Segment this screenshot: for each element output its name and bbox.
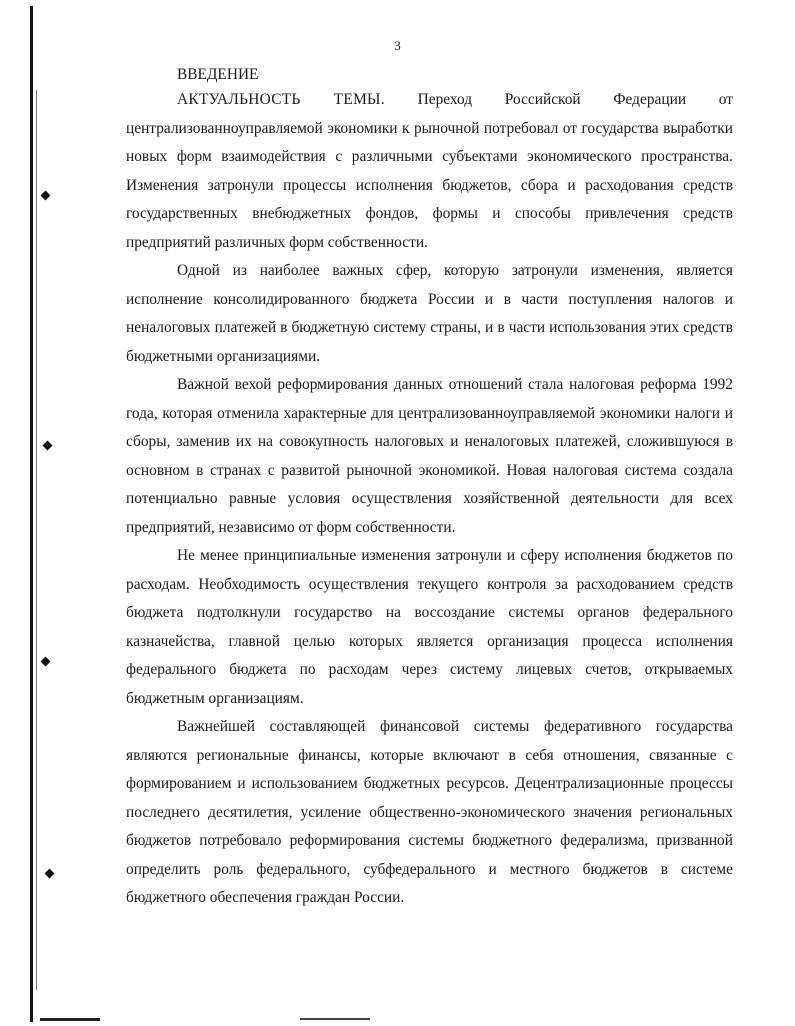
scan-bottom-mark-2 bbox=[300, 1018, 370, 1020]
scan-shadow-line bbox=[36, 90, 37, 990]
paragraph-1 bbox=[126, 86, 733, 257]
paragraph-3: Важной вехой реформирования данных отношений стала налоговая реформа 1992 года, которая отменила характерные для централизованноуправляемой экономики налоги и сборы, заменив их на совокупность налоговых и неналоговых платежей, сложившуюся в основном в странах с развитой рыночной экономикой. Новая налоговая система создала потенциально равные условия осуществления хозяйственной деятельности для всех предприятий, независимо от форм собственности. bbox=[126, 376, 733, 536]
scan-bottom-mark bbox=[40, 1018, 100, 1021]
paragraph-text: Переход Российской Федерации от централизованноуправляемой экономики к рыночной потребовал от государства выработки новых форм взаимодействия с различными субъектами экономического пространства. Изменения затронули процессы исполнения бюджетов, сбора и расходования средств государственных внебюджетных фондов, формы и способы привлечения средств предприятий различных форм собственности. bbox=[126, 91, 733, 251]
paragraph-4: Не менее принципиальные изменения затронули и сферу исполнения бюджетов по расходам. Необходимость осуществления текущего контроля за расходованием средств бюджета подтолкнули государство на воссоздание системы органов федерального казначейства, главной целью которых является организация процесса исполнения федерального бюджета по расходам через систему лицевых счетов, открываемых бюджетным организациям. bbox=[126, 547, 733, 707]
paragraph-5: Важнейшей составляющей финансовой системы федеративного государства являются региональные финансы, которые включают в себя отношения, связанные с формированием и использованием бюджетных ресурсов. Децентрализационные процессы последнего десятилетия, усиление общественно-экономического значения региональных бюджетов потребовало реформирования системы бюджетного федерализма, призванной определить роль федерального, субфедерального и местного бюджетов в системе бюджетного обеспечения граждан России. bbox=[126, 718, 733, 906]
paragraph-2: Одной из наиболее важных сфер, которую затронули изменения, является исполнение консолидированного бюджета России и в части поступления налогов и неналоговых платежей в бюджетную систему страны, и в части использования этих средств бюджетными организациями. bbox=[126, 262, 733, 365]
punch-mark bbox=[43, 441, 53, 451]
paragraph-lead: АКТУАЛЬНОСТЬ ТЕМЫ. bbox=[177, 91, 385, 108]
punch-mark bbox=[41, 191, 51, 201]
section-heading: ВВЕДЕНИЕ bbox=[177, 66, 259, 83]
document-body bbox=[126, 64, 733, 913]
scan-binding-edge bbox=[30, 6, 33, 1022]
punch-mark bbox=[41, 657, 51, 667]
page-number: 3 bbox=[394, 38, 401, 53]
punch-mark bbox=[45, 869, 55, 879]
